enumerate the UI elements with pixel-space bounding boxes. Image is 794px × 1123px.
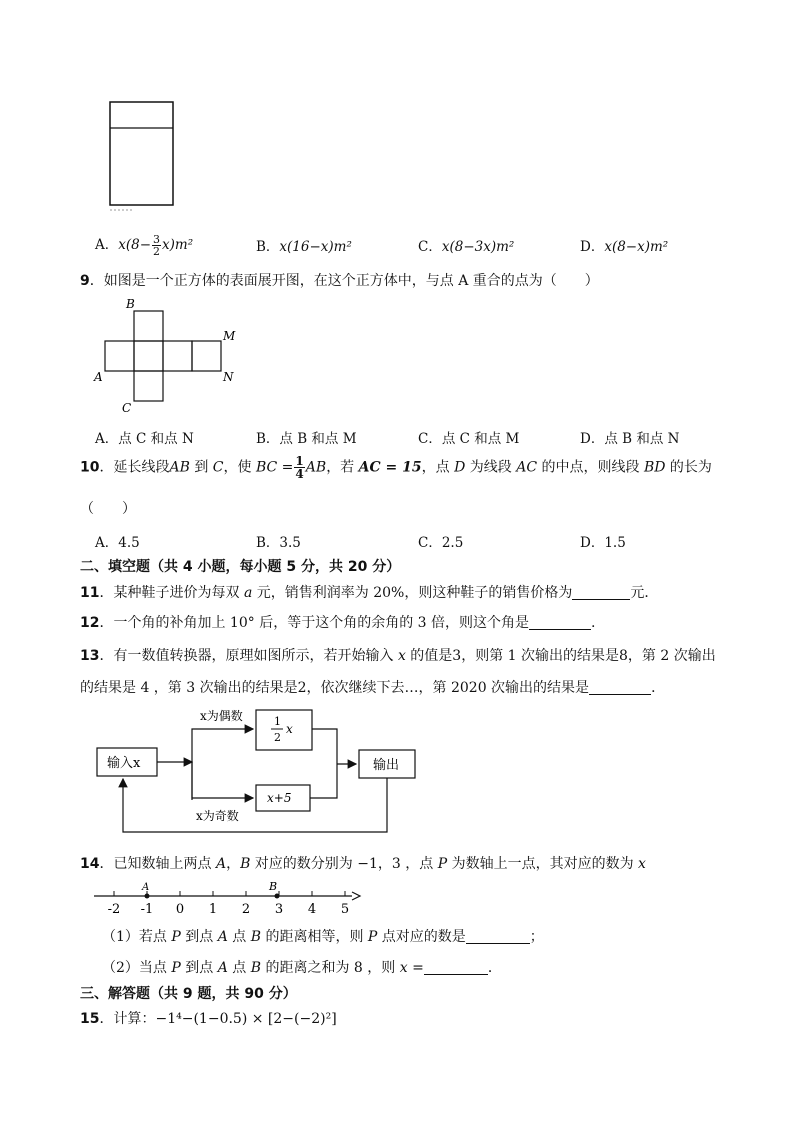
flow-arrow-even: [192, 729, 253, 800]
axis-arrow: [352, 892, 360, 900]
q8-figure: [100, 95, 180, 220]
q10-stem: 10．延长线段AB 到 C，使 BC = $\frac{1}{4}$ AB，若 AC = 15，点 D 为线段 AC 的中点，则线段 BD 的长为: [80, 454, 712, 481]
q8-option-c: C．x(8−3x)m²: [418, 239, 515, 255]
q14-sub2-answer-blank[interactable]: [424, 960, 488, 975]
axis-tick-label: 5: [340, 902, 350, 917]
q12-answer-blank[interactable]: [529, 615, 591, 630]
axis-label-b: B: [269, 880, 278, 893]
flow-even-label: x为偶数: [200, 709, 243, 723]
net-square-3: [163, 341, 192, 371]
flow-half-box: [256, 710, 312, 750]
axis-tick-label: 0: [175, 902, 185, 917]
q11-stem: 11．某种鞋子进价为每双 a 元，销售利润率为 20%，则这种鞋子的销售价格为 元．: [80, 585, 659, 601]
q10-option-d: D．1.5: [580, 535, 626, 551]
q13-answer-blank[interactable]: [589, 680, 651, 695]
q14-sub1: （1）若点 P 到点 A 点 B 的距离相等，则 P 点对应的数是 ；: [102, 929, 544, 945]
net-square-bottom: [134, 371, 163, 401]
flow-half-num: 1: [274, 715, 281, 728]
flow-plus-label: x+5: [267, 791, 292, 805]
q14-number-line: [90, 878, 370, 918]
flow-merge-line: [310, 729, 337, 798]
q10-option-a: A．4.5: [95, 535, 140, 551]
q8-option-d: D．x(8−x)m²: [580, 239, 669, 255]
q13-line2: 的结果是 4 ，第 3 次输出的结果是2，依次继续下去…，第 2020 次输出的结果是 ．: [80, 680, 666, 696]
axis-point-b: [275, 894, 280, 899]
section-3-heading: 三、解答题（共 9 题，共 90 分）: [80, 986, 297, 1002]
axis-tick-label: 3: [274, 902, 284, 917]
q8-option-b: B．x(16−x)m²: [256, 239, 352, 255]
q9-option-d: D．点 B 和点 N: [580, 431, 680, 447]
section-2-heading: 二、填空题（共 4 小题，每小题 5 分，共 20 分）: [80, 559, 401, 575]
q9-option-c: C．点 C 和点 M: [418, 431, 520, 447]
flow-half-den: 2: [274, 731, 281, 744]
q12-stem: 12．一个角的补角加上 10° 后，等于这个角的余角的 3 倍，则这个角是 .: [80, 615, 596, 631]
flow-output-label: 输出: [373, 758, 400, 773]
axis-tick-label: -1: [140, 902, 154, 917]
flow-half-var: x: [286, 722, 293, 736]
q10-option-c: C．2.5: [418, 535, 464, 551]
q9-option-b: B．点 B 和点 M: [256, 431, 357, 447]
q9-cube-net: [90, 295, 250, 420]
axis-tick-label: 4: [307, 902, 317, 917]
net-square-4: [192, 341, 221, 371]
q13-flow-diagram: [90, 700, 430, 840]
net-label-n: N: [223, 370, 234, 384]
net-square-top: [134, 311, 163, 341]
net-square-2: [134, 341, 163, 371]
q14-sub1-answer-blank[interactable]: [466, 929, 530, 944]
q14-sub2: （2）当点 P 到点 A 点 B 的距离之和为 8 ，则 x = ．: [102, 960, 502, 976]
q8-rectangle: [110, 102, 173, 205]
q8-option-a: A．x(8− $\frac{3}{2}$ x)m²: [95, 233, 194, 258]
net-label-b: B: [126, 297, 135, 311]
q9-option-a: A．点 C 和点 N: [95, 431, 194, 447]
flow-arrow-loop: [123, 778, 387, 832]
axis-tick-label: 2: [241, 902, 251, 917]
q14-stem: 14．已知数轴上两点 A，B 对应的数分别为 −1，3 ，点 P 为数轴上一点，其对应的数为 x: [80, 856, 646, 872]
axis-tick-label: 1: [208, 902, 218, 917]
q11-answer-blank[interactable]: [572, 585, 630, 600]
q15-stem: 15．计算：−1⁴−(1−0.5) × [2−(−2)²]: [80, 1011, 337, 1027]
q13-line1: 13．有一数值转换器，原理如图所示，若开始输入 x 的值是3，则第 1 次输出的结果是8，第 2 次输出: [80, 648, 716, 664]
flow-odd-label: x为奇数: [196, 809, 239, 823]
flow-input-label: 输入x: [107, 756, 141, 771]
flow-arrow-odd: [192, 762, 253, 798]
q15-expression: −1⁴−(1−0.5) × [2−(−2)²]: [155, 1011, 337, 1027]
net-label-a: A: [94, 370, 103, 384]
net-label-c: C: [122, 401, 132, 415]
net-label-m: M: [223, 329, 236, 343]
q10-paren: （ ）: [80, 501, 136, 517]
q9-stem: 9．如图是一个正方体的表面展开图，在这个正方体中，与点 A 重合的点为（ ）: [80, 273, 599, 289]
net-square-1: [105, 341, 134, 371]
q10-option-b: B．3.5: [256, 535, 301, 551]
axis-tick-label: -2: [107, 902, 121, 917]
axis-label-a: A: [142, 882, 150, 893]
axis-point-a: [145, 894, 150, 899]
